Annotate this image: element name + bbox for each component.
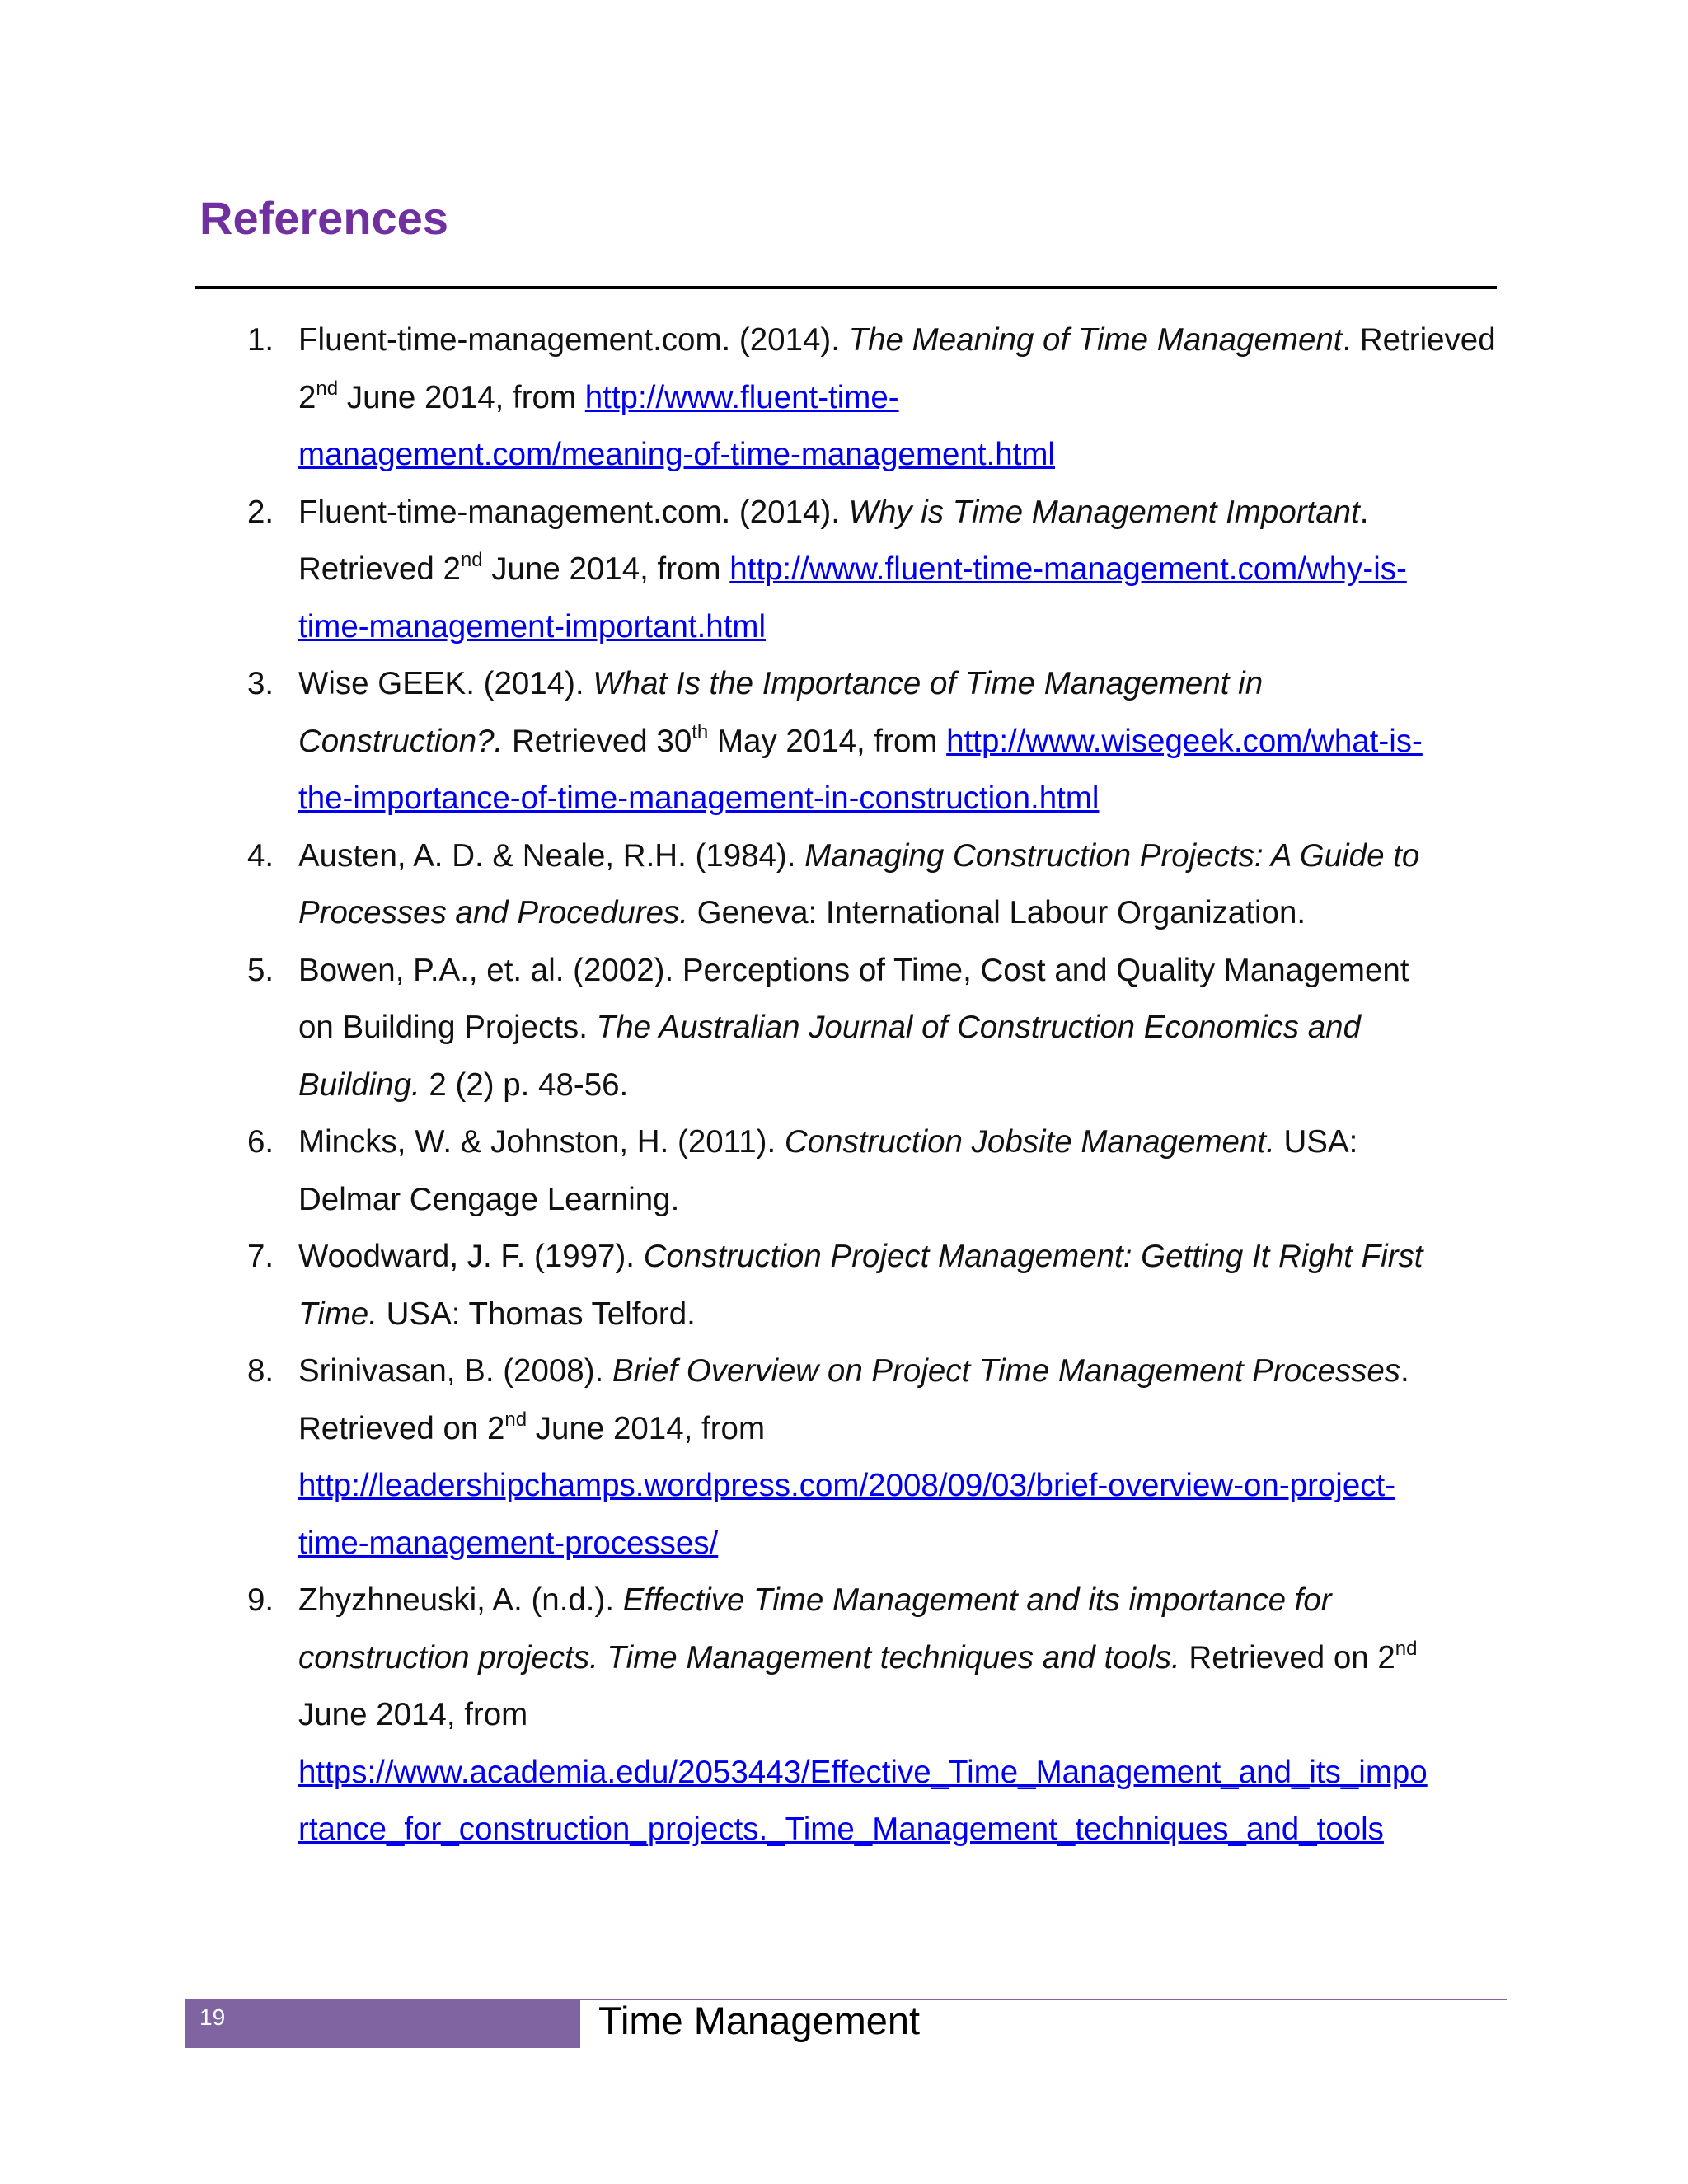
reference-text: Retrieved on 2 — [298, 1410, 505, 1446]
footer-title: Time Management — [598, 1999, 921, 2042]
reference-item — [247, 1228, 1500, 1343]
reference-text: Fluent-time-management.com. (2014). — [298, 494, 849, 530]
reference-text: Woodward, J. F. (1997). — [298, 1239, 644, 1274]
reference-text: Mincks, W. & Johnston, H. (2011). — [298, 1124, 785, 1160]
reference-text: Austen, A. D. & Neale, R.H. (1984). — [298, 837, 805, 874]
reference-link[interactable]: http://leadershipchamps.wordpress.com/2008/09/03/brief-overview-on-project- — [298, 1468, 1396, 1503]
reference-title: Managing Construction Projects: A Guide to — [804, 837, 1420, 874]
reference-number: 8. — [247, 1353, 274, 1389]
ordinal-suffix: nd — [504, 1408, 528, 1431]
reference-text: Wise GEEK. (2014). — [298, 666, 593, 701]
ordinal-suffix: nd — [460, 549, 483, 572]
reference-title: Time. — [298, 1296, 377, 1332]
reference-title: Building. — [298, 1066, 420, 1103]
reference-text: June 2014, from — [338, 379, 585, 415]
reference-item — [247, 1572, 1500, 1858]
reference-item — [247, 312, 1500, 484]
reference-title: Processes and Procedures. — [298, 895, 688, 930]
reference-number: 7. — [247, 1239, 274, 1274]
reference-title: Construction?. — [298, 723, 504, 759]
reference-text: Retrieved 30 — [503, 723, 692, 759]
reference-link[interactable]: the-importance-of-time-management-in-construction.html — [298, 780, 1100, 816]
reference-link[interactable]: management.com/meaning-of-time-management.html — [298, 437, 1055, 472]
reference-link[interactable]: http://www.wisegeek.com/what-is- — [946, 723, 1423, 759]
page-number: 19 — [199, 2004, 226, 2030]
reference-title: Effective Time Management and its importance for — [622, 1582, 1332, 1618]
reference-text: Retrieved on 2 — [1179, 1639, 1395, 1675]
reference-item — [247, 942, 1500, 1114]
reference-text: June 2014, from — [298, 1697, 528, 1732]
reference-title: Why is Time Management Important — [848, 494, 1360, 530]
reference-number: 4. — [247, 837, 274, 874]
reference-text: Fluent-time-management.com. (2014). — [298, 322, 849, 358]
footer-page-box — [185, 2000, 580, 2048]
reference-text: 2 (2) p. 48-56. — [420, 1066, 629, 1103]
reference-text: . Retrieved 2 — [298, 322, 1496, 415]
reference-title: Construction Jobsite Management. — [784, 1124, 1275, 1160]
reference-number: 2. — [247, 494, 274, 530]
reference-text: . — [1400, 1353, 1409, 1389]
reference-text: USA: Thomas Telford. — [377, 1296, 696, 1332]
reference-number: 9. — [247, 1582, 274, 1618]
reference-text: USA: — [1274, 1124, 1358, 1160]
reference-title: The Meaning of Time Management — [848, 322, 1343, 358]
reference-title: Construction Project Management: Getting It Right First — [643, 1239, 1423, 1274]
reference-link[interactable]: rtance_for_construction_projects._Time_Management_techniques_and_tools — [298, 1811, 1384, 1847]
reference-link[interactable]: http://www.fluent-time-management.com/why-is- — [729, 551, 1407, 587]
ordinal-suffix: nd — [316, 377, 339, 400]
reference-link[interactable]: http://www.fluent-time- — [584, 379, 899, 415]
reference-item — [247, 484, 1500, 656]
reference-link[interactable]: time-management-important.html — [298, 608, 767, 644]
reference-item — [247, 1343, 1500, 1572]
reference-text: June 2014, from — [482, 551, 730, 587]
reference-text: Geneva: International Labour Organization. — [687, 895, 1306, 930]
reference-text: on Building Projects. — [298, 1010, 597, 1045]
reference-link[interactable]: https://www.academia.edu/2053443/Effective_Time_Management_and_its_impo — [298, 1754, 1428, 1790]
reference-text: Bowen, P.A., et. al. (2002). Perceptions of Time, Cost and Quality Management — [298, 952, 1409, 988]
reference-text: June 2014, from — [527, 1410, 766, 1446]
reference-list — [247, 312, 1500, 1858]
reference-title: construction projects. Time Management techniques and tools. — [298, 1639, 1180, 1675]
reference-title: What Is the Importance of Time Management in — [593, 666, 1264, 701]
reference-title: The Australian Journal of Construction Economics and — [596, 1010, 1361, 1045]
reference-text: May 2014, from — [708, 723, 947, 759]
reference-text: Srinivasan, B. (2008). — [298, 1353, 612, 1389]
reference-number: 5. — [247, 952, 274, 988]
heading-divider — [195, 286, 1497, 289]
ordinal-suffix: nd — [1395, 1637, 1418, 1660]
reference-text: Delmar Cengage Learning. — [298, 1181, 680, 1217]
page-heading: References — [199, 192, 448, 244]
reference-link[interactable]: time-management-processes/ — [298, 1525, 719, 1561]
reference-text: Zhyzhneuski, A. (n.d.). — [298, 1582, 623, 1618]
reference-text: . Retrieved 2 — [298, 494, 1369, 587]
reference-number: 1. — [247, 322, 274, 358]
reference-title: Brief Overview on Project Time Management Processes — [612, 1353, 1401, 1389]
reference-item — [247, 655, 1500, 827]
reference-number: 3. — [247, 666, 274, 701]
reference-item — [247, 827, 1500, 942]
reference-item — [247, 1113, 1500, 1228]
reference-number: 6. — [247, 1124, 274, 1160]
ordinal-suffix: th — [692, 720, 709, 743]
